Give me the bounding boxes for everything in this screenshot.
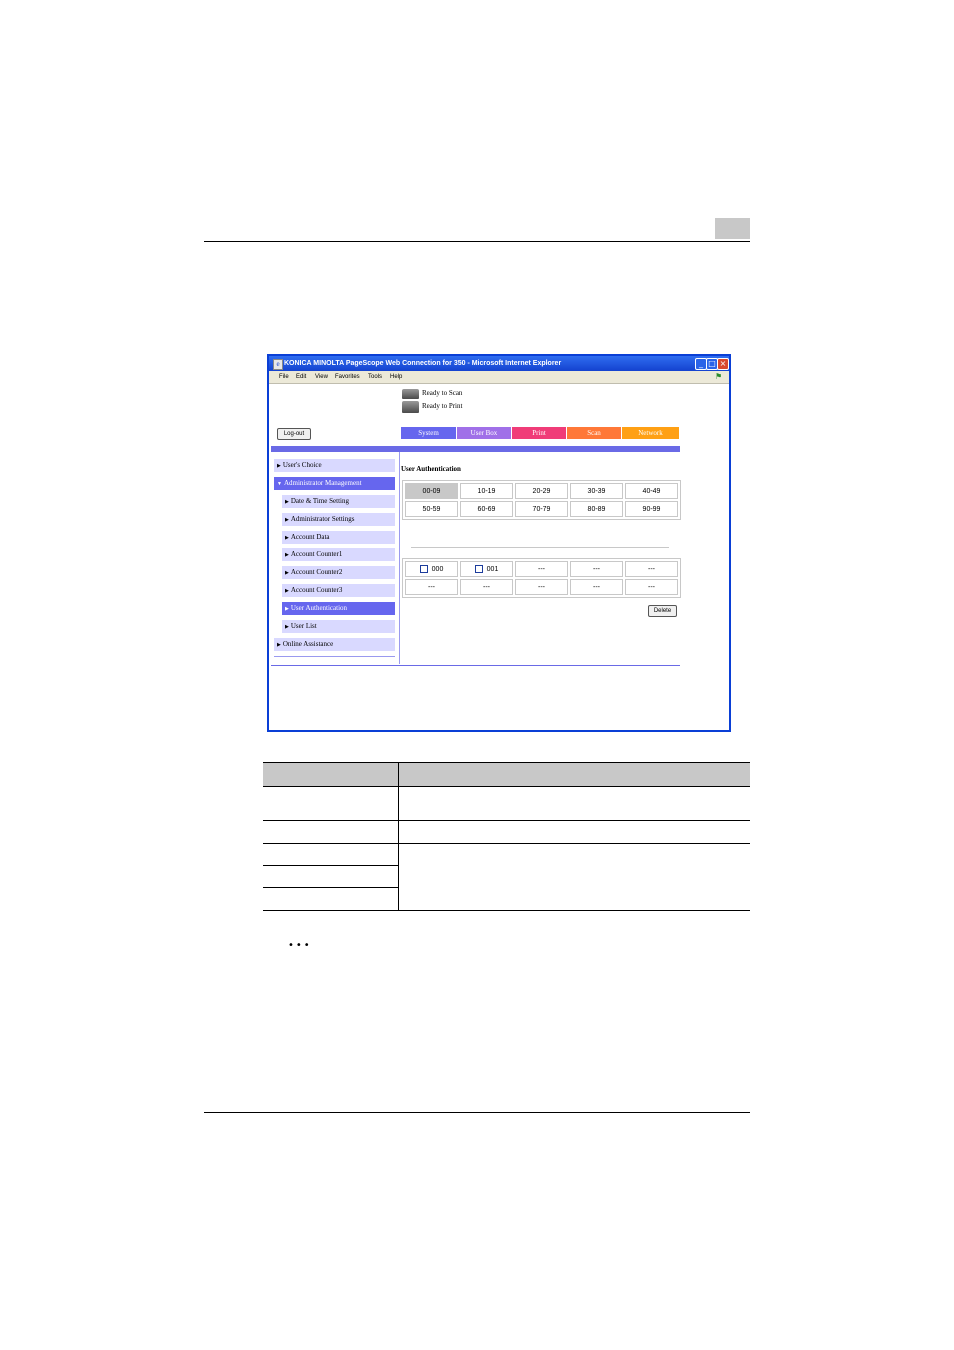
- sidebar-bottom-rule: [274, 656, 395, 657]
- table-row-line: [263, 843, 750, 844]
- user-cell-empty: ---: [625, 561, 678, 577]
- arrow-right-icon: ▶: [285, 589, 289, 594]
- range-cell-selected[interactable]: 00-09: [405, 483, 458, 499]
- page-content: [269, 384, 729, 730]
- sidebar-item-user-list[interactable]: ▶ User List: [282, 620, 395, 633]
- range-cell[interactable]: 10-19: [460, 483, 513, 499]
- logout-button[interactable]: Log-out: [277, 428, 311, 440]
- arrow-right-icon: ▶: [285, 607, 289, 612]
- user-cell-empty: ---: [515, 561, 568, 577]
- chapter-tab: [715, 218, 750, 239]
- footer-rule: [204, 1112, 750, 1113]
- arrow-right-icon: ▶: [285, 625, 289, 630]
- table-header: [263, 762, 750, 787]
- arrow-right-icon: ▶: [277, 464, 281, 469]
- sidebar-item-date-time-setting[interactable]: ▶ Date & Time Setting: [282, 495, 395, 508]
- tab-scan[interactable]: Scan: [567, 427, 621, 439]
- window-title: KONICA MINOLTA PageScope Web Connection for 350 - Microsoft Internet Explorer: [284, 360, 562, 367]
- sidebar-item-user-authentication[interactable]: ▶ User Authentication: [282, 602, 395, 615]
- menu-file[interactable]: File: [279, 374, 289, 380]
- menu-tools[interactable]: Tools: [368, 374, 383, 380]
- tab-network[interactable]: Network: [622, 427, 679, 439]
- table-bottom-line: [263, 910, 750, 911]
- range-cell[interactable]: 90-99: [625, 501, 678, 517]
- user-grid: [402, 558, 681, 598]
- sidebar-item-administrator-management[interactable]: ▼ Administrator Management: [274, 477, 395, 490]
- menu-favorites[interactable]: Favorites: [335, 374, 360, 380]
- header-divider-bar: [271, 446, 680, 452]
- tab-user-box[interactable]: User Box: [457, 427, 511, 439]
- sidebar-item-online-assistance[interactable]: ▶ Online Assistance: [274, 638, 395, 651]
- arrow-right-icon: ▶: [285, 571, 289, 576]
- range-cell[interactable]: 50-59: [405, 501, 458, 517]
- header-rule: [204, 241, 750, 242]
- range-grid: [402, 480, 681, 520]
- note-marker: •••: [288, 940, 312, 951]
- maximize-icon[interactable]: □: [706, 358, 718, 370]
- tab-system[interactable]: System: [401, 427, 456, 439]
- close-icon[interactable]: ×: [717, 358, 729, 370]
- sidebar-item-users-choice[interactable]: ▶ User's Choice: [274, 459, 395, 472]
- user-cell-empty: ---: [515, 579, 568, 595]
- range-cell[interactable]: 80-89: [570, 501, 623, 517]
- menu-bar: [269, 371, 729, 384]
- user-checkbox[interactable]: [420, 565, 428, 573]
- arrow-right-icon: ▶: [277, 643, 281, 648]
- sidebar-item-administrator-settings[interactable]: ▶ Administrator Settings: [282, 513, 395, 526]
- section-separator: [411, 547, 669, 548]
- printer-icon: [402, 401, 419, 413]
- user-cell-empty: ---: [405, 579, 458, 595]
- title-bar: [269, 356, 729, 371]
- arrow-right-icon: ▶: [285, 518, 289, 523]
- arrow-down-icon: ▼: [277, 482, 282, 487]
- table-row-line: [263, 865, 399, 866]
- arrow-right-icon: ▶: [285, 500, 289, 505]
- minimize-icon[interactable]: _: [695, 358, 707, 370]
- scan-status: Ready to Scan: [422, 389, 463, 397]
- user-cell: 000: [405, 561, 458, 577]
- range-cell[interactable]: 40-49: [625, 483, 678, 499]
- menu-edit[interactable]: Edit: [296, 374, 307, 380]
- page-title: User Authentication: [401, 465, 461, 473]
- ie-page-icon: e: [273, 359, 283, 370]
- user-cell-empty: ---: [625, 579, 678, 595]
- range-cell[interactable]: 70-79: [515, 501, 568, 517]
- delete-button[interactable]: Delete: [648, 605, 677, 617]
- range-cell[interactable]: 60-69: [460, 501, 513, 517]
- arrow-right-icon: ▶: [285, 553, 289, 558]
- range-cell[interactable]: 20-29: [515, 483, 568, 499]
- user-cell-empty: ---: [460, 579, 513, 595]
- sidebar-item-account-counter1[interactable]: ▶ Account Counter1: [282, 548, 395, 561]
- scanner-icon: [402, 389, 419, 399]
- tab-print[interactable]: Print: [512, 427, 566, 439]
- windows-logo-icon: ⚑: [715, 372, 723, 381]
- user-cell-empty: ---: [570, 579, 623, 595]
- sidebar-item-account-counter3[interactable]: ▶ Account Counter3: [282, 584, 395, 597]
- sidebar-divider: [399, 452, 400, 664]
- sidebar-item-account-counter2[interactable]: ▶ Account Counter2: [282, 566, 395, 579]
- menu-help[interactable]: Help: [390, 374, 403, 380]
- print-status: Ready to Print: [422, 402, 463, 410]
- user-cell: 001: [460, 561, 513, 577]
- content-bottom-rule: [271, 665, 680, 666]
- table-row-line: [263, 887, 399, 888]
- user-cell-empty: ---: [570, 561, 623, 577]
- table-row-line: [263, 820, 750, 821]
- range-cell[interactable]: 30-39: [570, 483, 623, 499]
- arrow-right-icon: ▶: [285, 536, 289, 541]
- sidebar-item-account-data[interactable]: ▶ Account Data: [282, 531, 395, 544]
- browser-window: [267, 354, 731, 732]
- menu-view[interactable]: View: [315, 374, 328, 380]
- user-checkbox[interactable]: [475, 565, 483, 573]
